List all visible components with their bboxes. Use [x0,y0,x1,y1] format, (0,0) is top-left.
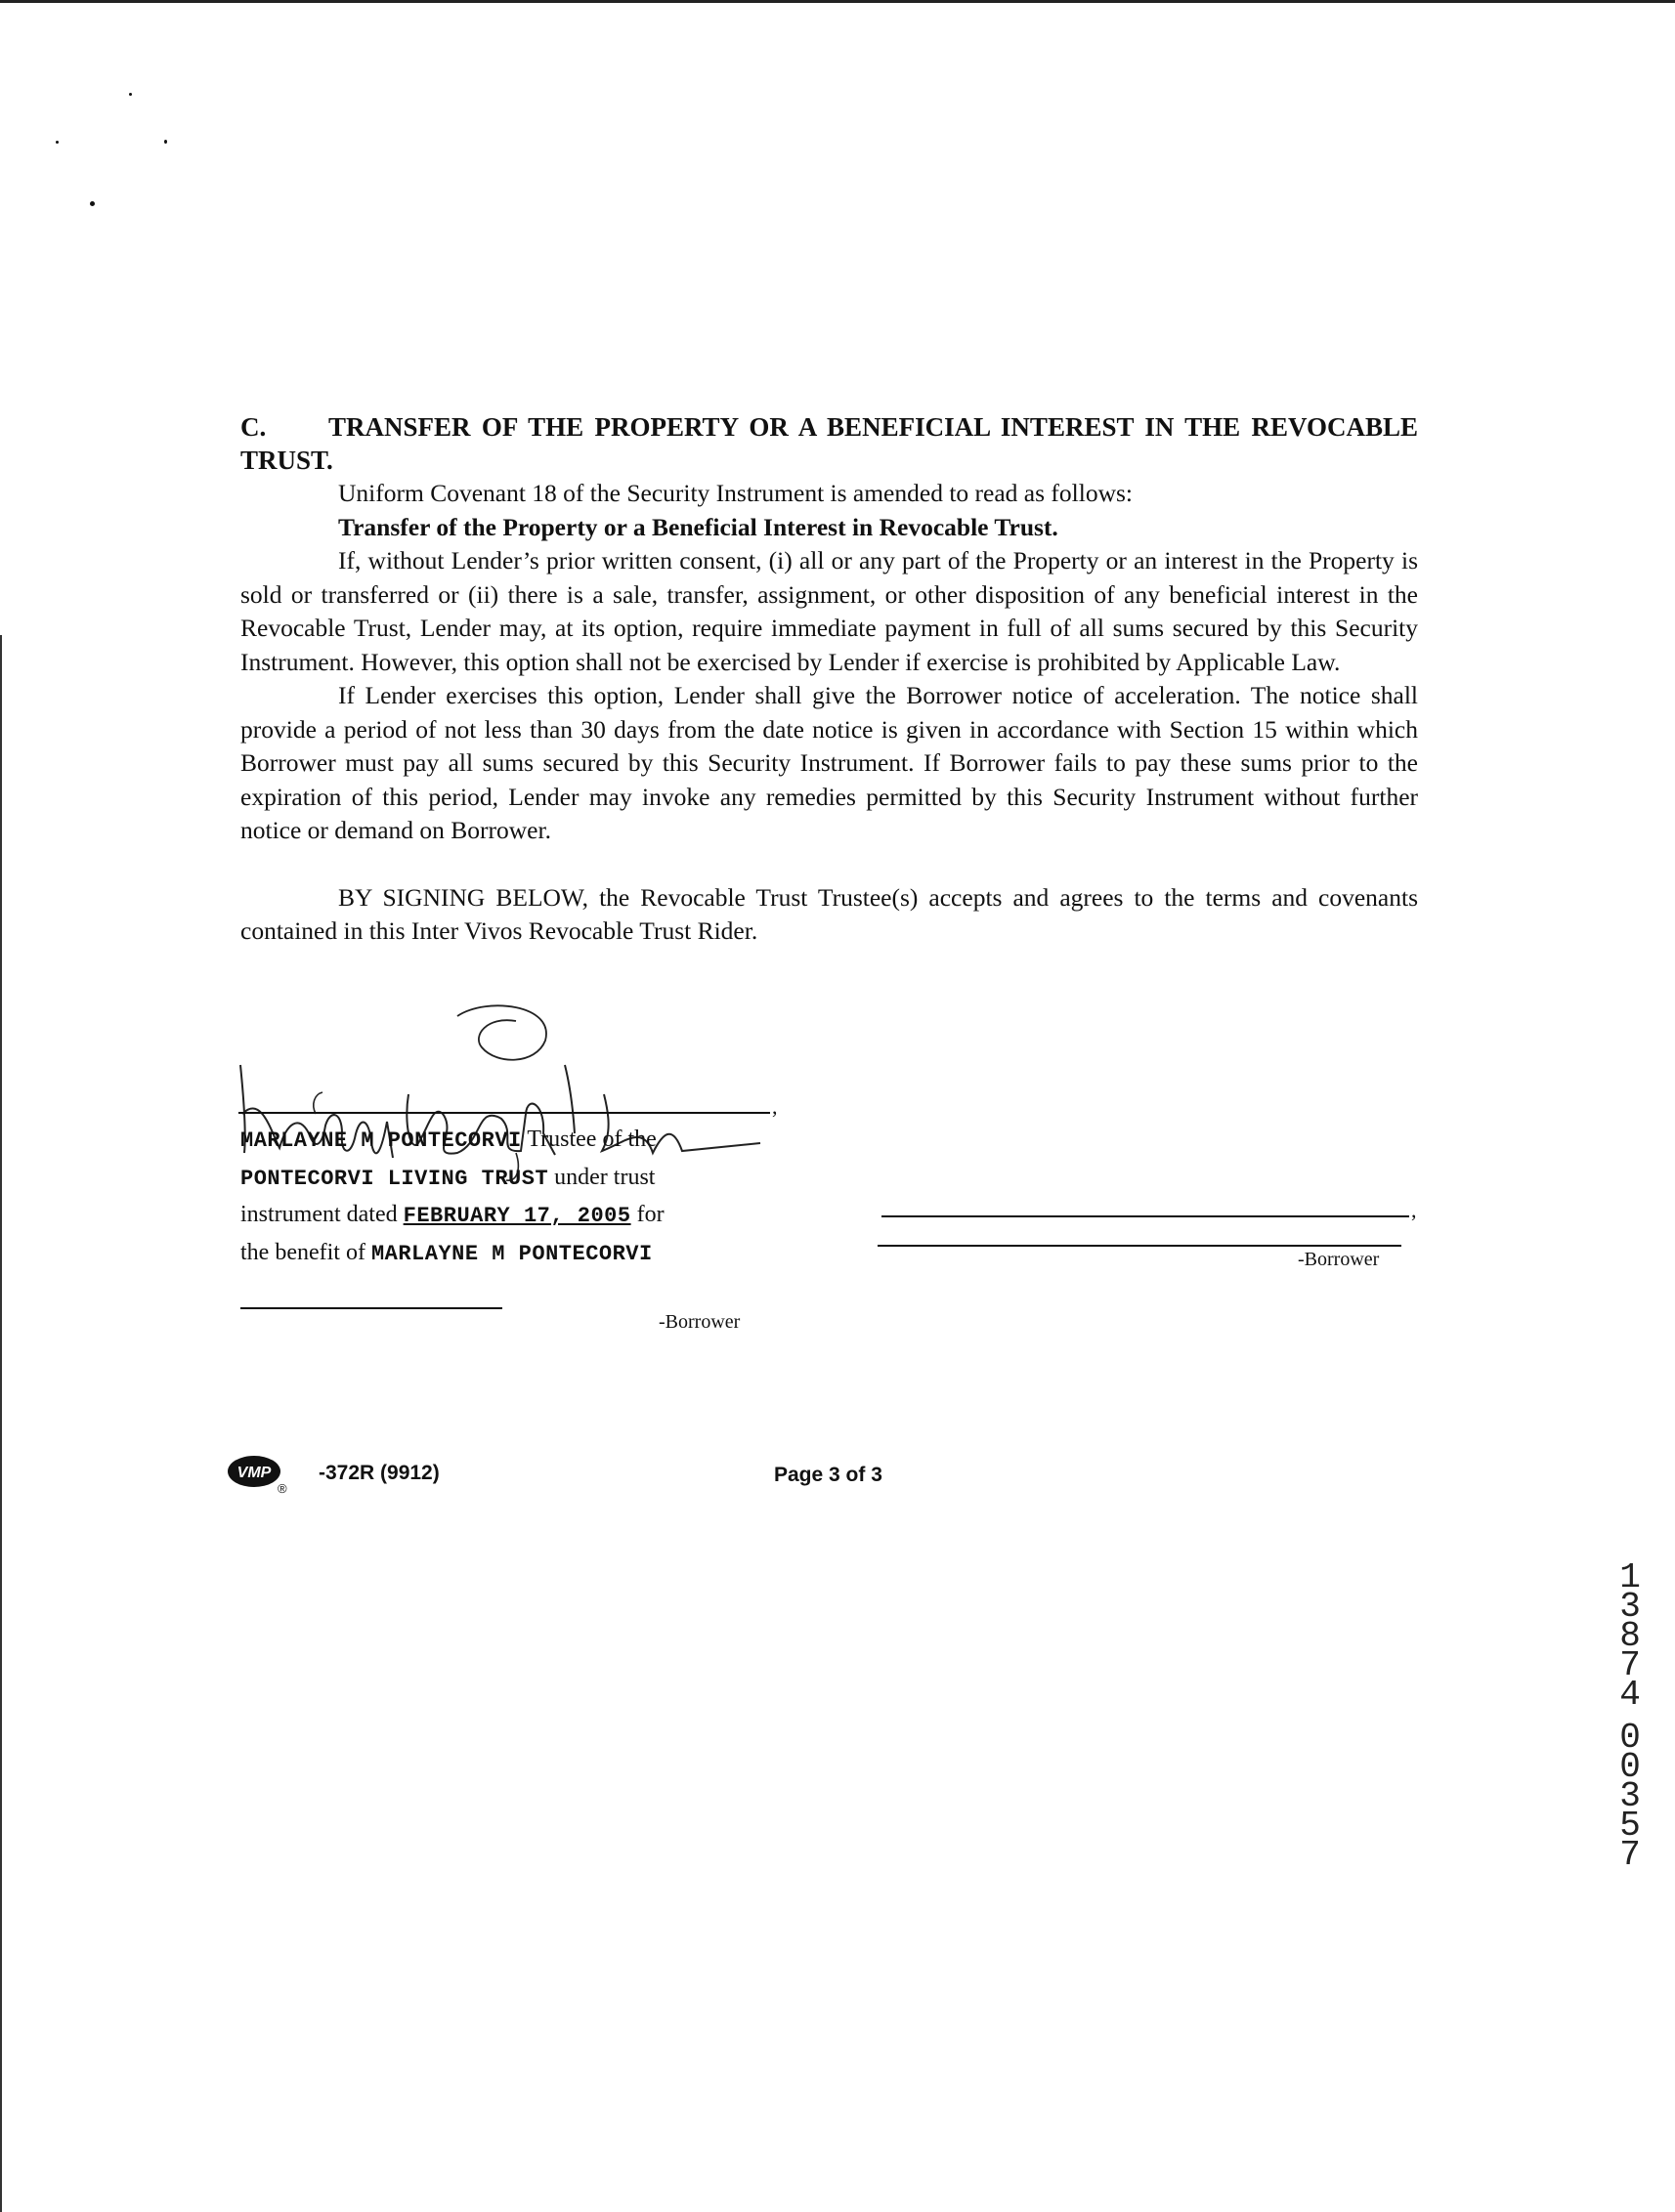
scan-speck [129,93,132,96]
scan-speck [56,141,59,144]
page-number: Page 3 of 3 [774,1464,882,1486]
borrower-label-right: -Borrower [1298,1249,1380,1270]
section-label: C. [240,412,267,442]
trustee-of-text: Trustee of the [527,1127,657,1152]
form-code: -372R (9912) [319,1462,440,1484]
page-edge-top [0,0,1675,3]
recording-digit: 0 [1619,1747,1641,1787]
section-heading [240,410,1418,477]
benefit-text: the benefit of [240,1239,365,1265]
trustee-line-3 [240,1197,665,1235]
section-subheading: Transfer of the Property or a Beneficial Interest in Revocable Trust. [338,512,1058,541]
trustee-name: MARLAYNE M PONTECORVI [240,1128,522,1153]
instrument-dated-text: instrument dated [240,1202,398,1227]
recording-digit: 3 [1619,1776,1641,1816]
paragraph-consent: If, without Lender’s prior written consent, (i) all or any part of the Property or an interest in the Property is sold or transferred or (ii) there is a sale, transfer, assignment, or other disposition of any beneficial interest in the Revocable Trust, Lender may, at its option, require immediate payment in full of all sums secured by this Security Instrument. However, this option shall not be exercised by Lender if exercise is prohibited by Applicable Law. [240,546,1418,676]
registered-mark: ® [278,1481,287,1496]
vmp-logo-text: VMP [236,1465,272,1481]
trustee-line-4 [240,1235,665,1273]
recording-digit: 4 [1619,1675,1641,1715]
recording-digit: 8 [1619,1616,1641,1656]
for-text: for [636,1202,665,1227]
trustee-signature-line [238,1112,770,1114]
recording-digit: 0 [1619,1718,1641,1758]
recording-digit: 7 [1619,1645,1641,1685]
paragraph-acceleration: If Lender exercises this option, Lender shall give the Borrower notice of acceleration. The notice shall provide a period of not less than 30 days from the date notice is given in accordance with Section 15 within which Borrower must pay all sums secured by this Security Instrument. If Borrower fails to pay these sums prior to the expiration of this period, Lender may invoke any remedies permitted by this Security Instrument without further notice or demand on Borrower. [240,681,1418,844]
beneficiary-name: MARLAYNE M PONTECORVI [370,1241,653,1266]
trust-name: PONTECORVI LIVING TRUST [240,1166,549,1191]
trustee-line-1 [240,1122,665,1160]
under-trust-text: under trust [554,1164,656,1190]
scan-speck [90,201,95,206]
section-intro: Uniform Covenant 18 of the Security Instrument is amended to read as follows: [338,479,1133,507]
signature-comma-right: , [1411,1198,1417,1222]
rider-body [240,410,1418,949]
trust-date: FEBRUARY 17, 2005 [403,1204,631,1228]
borrower-signature-line-right [878,1245,1401,1247]
signing-statement: BY SIGNING BELOW, the Revocable Trust Trustee(s) accepts and agrees to the terms and covenants contained in this Inter Vivos Revocable Trust Rider. [240,882,1418,945]
signature-comma: , [772,1094,778,1119]
borrower-signature-line-left [240,1307,502,1309]
borrower-label-left: -Borrower [659,1311,741,1333]
recording-digit: 7 [1619,1835,1641,1875]
recording-number [1611,1557,1650,1875]
trustee-line-2 [240,1160,665,1198]
page-edge-left [0,635,2,2212]
section-heading-text: TRANSFER OF THE PROPERTY OR A BENEFICIAL INTEREST IN THE REVOCABLE TRUST. [240,412,1418,475]
trustee-signature-block [240,1122,665,1272]
borrower-signature-line-right-upper [881,1215,1409,1217]
recording-digit: 1 [1619,1557,1641,1597]
recording-digit: 3 [1619,1587,1641,1627]
scan-speck [164,140,167,144]
recording-digit: 5 [1619,1806,1641,1846]
